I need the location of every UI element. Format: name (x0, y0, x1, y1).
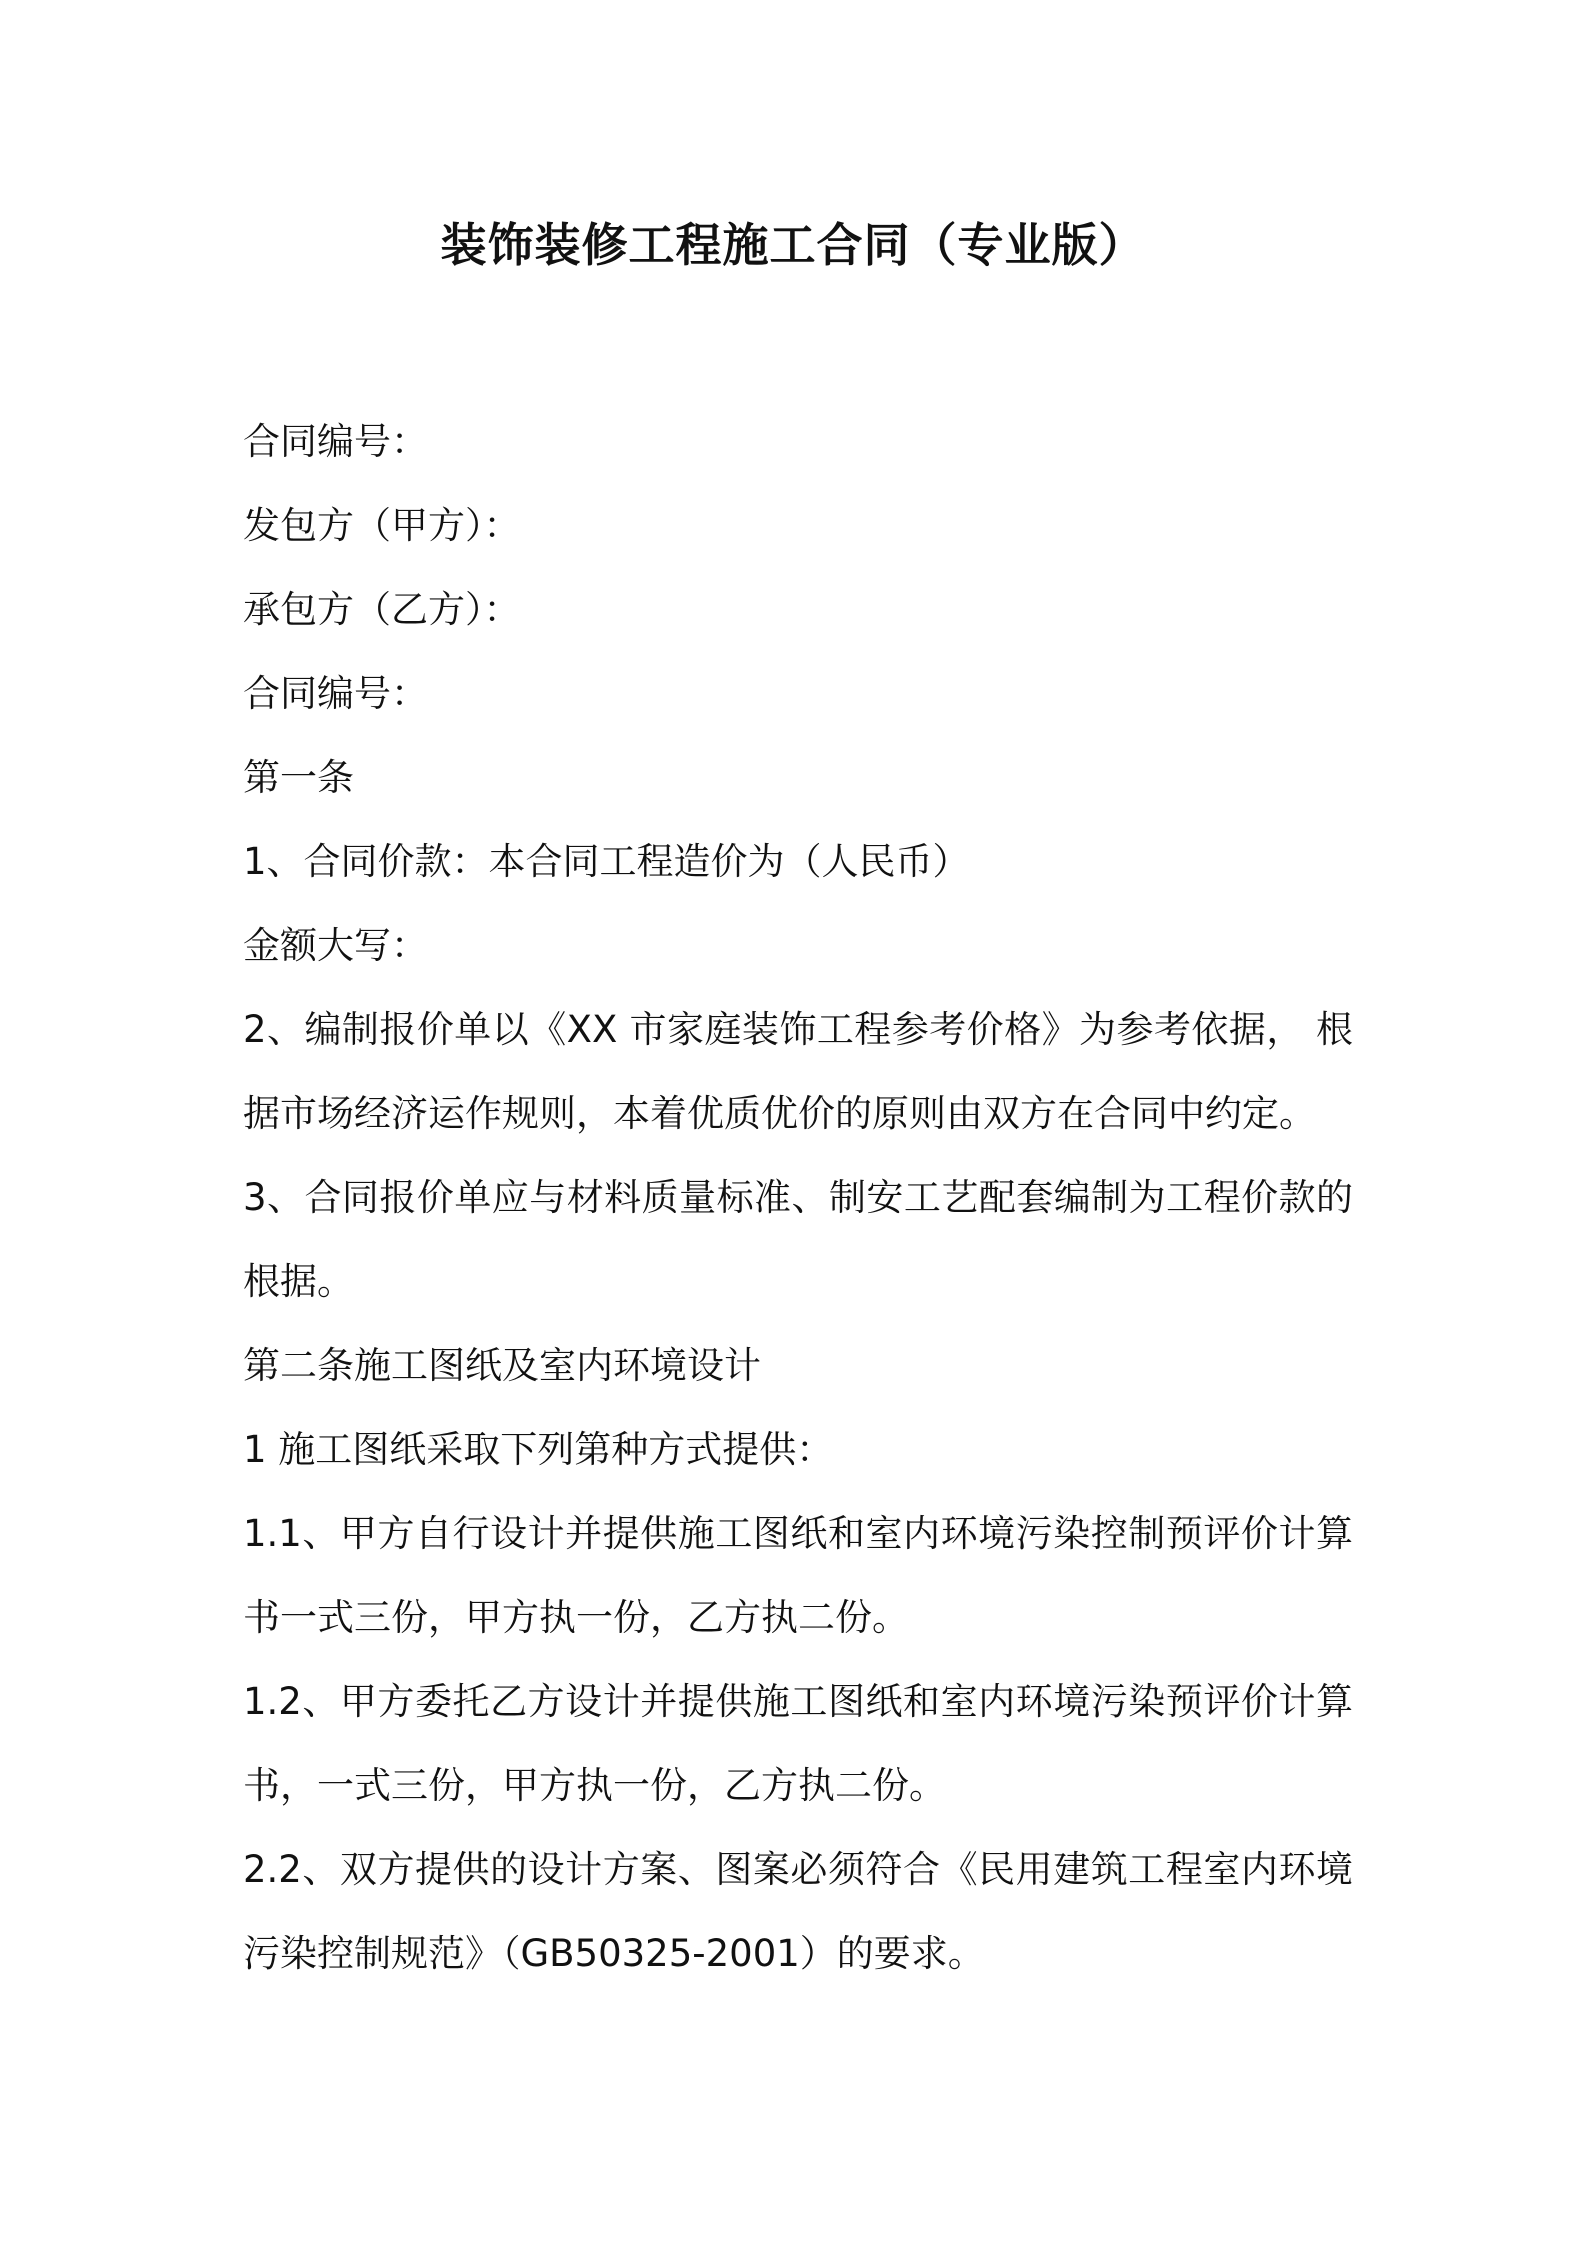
item-1-1-line-1: 1.1、甲方自行设计并提供施工图纸和室内环境污染控制预评价计算 (243, 1512, 1353, 1555)
item-1-2-line-2: 书，一式三份，甲方执一份，乙方执二份。 (243, 1764, 946, 1807)
clause-2-line-2: 据市场经济运作规则，本着优质优价的原则由双方在合同中约定。 (243, 1092, 1316, 1135)
item-1-2-line-1: 1.2、甲方委托乙方设计并提供施工图纸和室内环境污染预评价计算 (243, 1680, 1353, 1723)
clause-3-line-2: 根据。 (243, 1260, 354, 1303)
article-2-heading: 第二条施工图纸及室内环境设计 (243, 1344, 761, 1387)
item-2-2-line-1: 2.2、双方提供的设计方案、图案必须符合《民用建筑工程室内环境 (243, 1848, 1353, 1891)
party-a-line: 发包方（甲方）： (243, 504, 521, 547)
document-title: 装饰装修工程施工合同（专业版） (440, 218, 1146, 272)
item-1-1-line-2: 书一式三份，甲方执一份，乙方执二份。 (243, 1596, 909, 1639)
item-2-2-line-2: 污染控制规范》（GB50325-2001）的要求。 (243, 1932, 985, 1975)
clause-1-line: 1、合同价款：本合同工程造价为（人民币） (243, 840, 970, 883)
item-1-line: 1 施工图纸采取下列第种方式提供： (243, 1428, 834, 1471)
contract-number-line-2: 合同编号： (243, 672, 428, 715)
contract-number-line: 合同编号： (243, 420, 428, 463)
party-b-line: 承包方（乙方）： (243, 588, 521, 631)
clause-2-line-1: 2、编制报价单以《XX 市家庭装饰工程参考价格》为参考依据， 根 (243, 1008, 1353, 1051)
amount-in-words-line: 金额大写： (243, 924, 428, 967)
article-1-heading: 第一条 (243, 756, 354, 799)
clause-3-line-1: 3、合同报价单应与材料质量标准、制安工艺配套编制为工程价款的 (243, 1176, 1353, 1219)
document-body (243, 400, 1353, 1996)
